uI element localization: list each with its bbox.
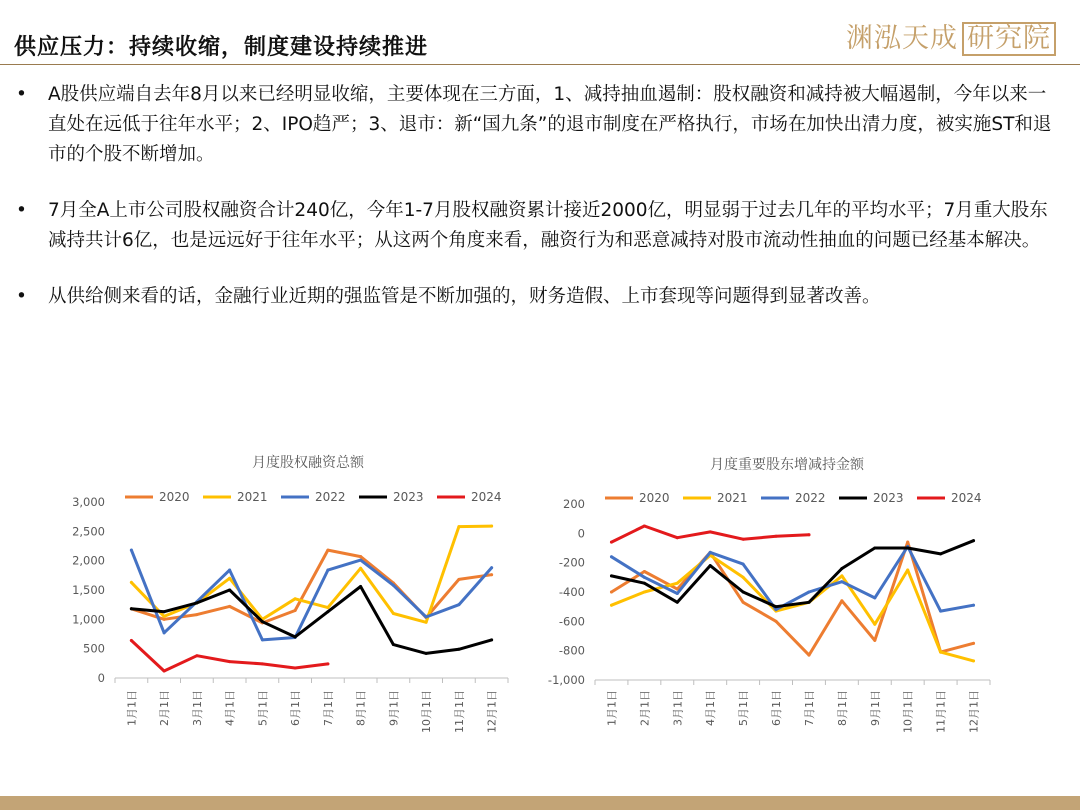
data-point-2020 <box>163 618 166 621</box>
data-point-2020 <box>228 605 231 608</box>
legend-label-2022: 2022 <box>315 490 346 504</box>
data-point-2020 <box>840 599 843 602</box>
y-tick-label: 1,500 <box>72 583 105 597</box>
data-point-2020 <box>457 578 460 581</box>
data-point-2024 <box>610 541 613 544</box>
y-tick-label: 0 <box>577 526 585 541</box>
data-point-2022 <box>742 563 745 566</box>
data-point-2021 <box>676 582 679 585</box>
x-tick-label: 8月1日 <box>835 690 849 726</box>
data-point-2021 <box>163 615 166 618</box>
data-point-2020 <box>195 613 198 616</box>
data-point-2024 <box>709 530 712 533</box>
data-point-2020 <box>359 555 362 558</box>
data-point-2020 <box>490 573 493 576</box>
legend-label-2023: 2023 <box>393 490 424 504</box>
data-point-2024 <box>195 654 198 657</box>
y-tick-label: -800 <box>558 643 585 658</box>
data-point-2023 <box>490 638 493 641</box>
data-point-2024 <box>163 669 166 672</box>
data-point-2022 <box>873 596 876 599</box>
data-point-2022 <box>163 631 166 634</box>
company-logo <box>846 14 1058 54</box>
y-tick-label: 0 <box>97 671 105 685</box>
series-line-2022 <box>131 550 491 640</box>
data-point-2022 <box>130 549 133 552</box>
data-point-2022 <box>326 569 329 572</box>
data-point-2022 <box>610 555 613 558</box>
data-point-2021 <box>873 623 876 626</box>
x-tick-label: 1月1日 <box>125 690 139 726</box>
data-point-2023 <box>228 589 231 592</box>
series-line-2024 <box>612 526 810 542</box>
shareholder-reduction-chart <box>530 442 1000 760</box>
y-tick-label: 500 <box>83 641 105 656</box>
logo-boxed-text: 研究院 <box>962 22 1056 56</box>
x-tick-label: 9月1日 <box>387 690 401 726</box>
logo-text <box>846 16 1056 56</box>
data-point-2020 <box>906 541 909 544</box>
y-tick-label: -1,000 <box>547 673 585 687</box>
x-tick-label: 3月1日 <box>190 690 204 726</box>
data-point-2023 <box>709 564 712 567</box>
data-point-2023 <box>873 547 876 550</box>
data-point-2020 <box>326 549 329 552</box>
y-tick-label: -400 <box>558 585 585 599</box>
logo-name: 渊泓天成 <box>846 23 958 54</box>
data-point-2022 <box>228 569 231 572</box>
data-point-2022 <box>939 610 942 613</box>
data-point-2023 <box>972 539 975 542</box>
chart-title: 月度重要股东增减持金额 <box>710 457 864 473</box>
data-point-2021 <box>742 576 745 579</box>
x-tick-label: 8月1日 <box>354 690 368 726</box>
data-point-2023 <box>457 648 460 651</box>
series-line-2024 <box>131 641 328 672</box>
y-tick-label: -200 <box>558 555 585 570</box>
data-point-2023 <box>610 574 613 577</box>
bullet-list <box>14 80 1054 338</box>
legend-label-2020: 2020 <box>159 490 190 504</box>
data-point-2023 <box>840 567 843 570</box>
y-tick-label: -600 <box>558 614 585 629</box>
data-point-2022 <box>392 584 395 587</box>
legend-label-2021: 2021 <box>237 490 268 504</box>
data-point-2024 <box>742 538 745 541</box>
bullet-item: • A股供应端自去年8月以来已经明显收缩，主要体现在三方面，1、减持抽血遏制：股权融资和减持被大幅遏制，今年以来一直处在远低于往年水平；2、IPO趋严；3、退市：新“国九条”的退市制度在严格执行，市场在加快出清力度，被实施ST和退市的个股不断增加。 <box>14 80 1054 170</box>
x-tick-label: 7月1日 <box>802 690 816 726</box>
data-point-2021 <box>610 604 613 607</box>
data-point-2021 <box>939 651 942 654</box>
data-point-2020 <box>807 654 810 657</box>
data-point-2024 <box>676 536 679 539</box>
data-point-2024 <box>775 535 778 538</box>
x-tick-label: 7月1日 <box>321 690 335 726</box>
chart-title: 月度股权融资总额 <box>252 455 364 471</box>
footer-bar <box>0 796 1080 810</box>
x-tick-label: 2月1日 <box>158 690 172 726</box>
data-point-2020 <box>643 570 646 573</box>
data-point-2020 <box>775 620 778 623</box>
data-point-2022 <box>359 559 362 562</box>
title-divider <box>0 64 1080 65</box>
data-point-2022 <box>425 615 428 618</box>
y-tick-label: 2,000 <box>72 553 105 568</box>
data-point-2021 <box>906 569 909 572</box>
data-point-2023 <box>326 610 329 613</box>
data-point-2022 <box>457 603 460 606</box>
data-point-2024 <box>326 662 329 665</box>
data-point-2022 <box>709 551 712 554</box>
data-point-2022 <box>261 638 264 641</box>
data-point-2021 <box>972 659 975 662</box>
data-point-2024 <box>130 639 133 642</box>
data-point-2021 <box>359 567 362 570</box>
legend-label-2023: 2023 <box>873 491 904 505</box>
legend-label-2021: 2021 <box>717 491 748 505</box>
x-tick-label: 5月1日 <box>256 690 270 726</box>
data-point-2023 <box>392 643 395 646</box>
data-point-2022 <box>676 592 679 595</box>
data-point-2020 <box>873 639 876 642</box>
data-point-2021 <box>490 525 493 528</box>
data-point-2021 <box>326 606 329 609</box>
x-tick-label: 12月1日 <box>967 690 981 733</box>
data-point-2023 <box>294 635 297 638</box>
data-point-2024 <box>294 667 297 670</box>
legend-label-2020: 2020 <box>639 491 670 505</box>
x-tick-label: 4月1日 <box>704 690 718 726</box>
data-point-2022 <box>840 580 843 583</box>
x-tick-label: 12月1日 <box>485 690 499 733</box>
y-tick-label: 1,000 <box>72 612 105 627</box>
x-tick-label: 10月1日 <box>420 690 434 733</box>
bullet-item: • 从供给侧来看的话，金融行业近期的强监管是不断加强的，财务造假、上市套现等问题得到显著改善。 <box>14 282 1054 312</box>
x-tick-label: 9月1日 <box>868 690 882 726</box>
data-point-2021 <box>425 621 428 624</box>
data-point-2021 <box>643 591 646 594</box>
data-point-2023 <box>163 610 166 613</box>
data-point-2023 <box>775 605 778 608</box>
data-point-2024 <box>643 525 646 528</box>
data-point-2023 <box>742 591 745 594</box>
data-point-2021 <box>840 574 843 577</box>
y-tick-label: 3,000 <box>72 495 105 509</box>
x-tick-label: 2月1日 <box>638 690 652 726</box>
slide-title: 供应压力：持续收缩，制度建设持续推进 <box>14 35 429 60</box>
data-point-2023 <box>359 585 362 588</box>
data-point-2021 <box>457 525 460 528</box>
x-tick-label: 3月1日 <box>671 690 685 726</box>
x-tick-label: 11月1日 <box>934 690 948 733</box>
data-point-2022 <box>643 576 646 579</box>
x-tick-label: 5月1日 <box>737 690 751 726</box>
data-point-2024 <box>807 533 810 536</box>
data-point-2020 <box>972 642 975 645</box>
y-tick-label: 2,500 <box>72 524 105 539</box>
data-point-2022 <box>972 604 975 607</box>
data-point-2021 <box>392 612 395 615</box>
legend-label-2024: 2024 <box>471 490 502 504</box>
series-line-2023 <box>131 587 491 654</box>
bullet-item: • 7月全A上市公司股权融资合计240亿，今年1-7月股权融资累计接近2000亿，明显弱于过去几年的平均水平；7月重大股东减持共计6亿，也是远远好于往年水平；从这两个角度来看，融资行为和恶意减持对股市流动性抽血的问题已经基本解决。 <box>14 196 1054 256</box>
data-point-2023 <box>261 620 264 623</box>
data-point-2022 <box>490 566 493 569</box>
data-point-2020 <box>294 609 297 612</box>
legend-label-2022: 2022 <box>795 491 826 505</box>
data-point-2023 <box>130 607 133 610</box>
data-point-2024 <box>261 662 264 665</box>
y-tick-label: 200 <box>563 497 585 511</box>
data-point-2023 <box>939 552 942 555</box>
series-line-2021 <box>131 526 491 622</box>
x-tick-label: 10月1日 <box>901 690 915 733</box>
x-tick-label: 4月1日 <box>223 690 237 726</box>
data-point-2021 <box>130 581 133 584</box>
legend-label-2024: 2024 <box>951 491 982 505</box>
data-point-2023 <box>906 547 909 550</box>
data-point-2024 <box>228 660 231 663</box>
data-point-2020 <box>610 591 613 594</box>
data-point-2022 <box>807 591 810 594</box>
equity-financing-chart <box>50 442 525 760</box>
x-tick-label: 1月1日 <box>605 690 619 726</box>
data-point-2021 <box>294 597 297 600</box>
data-point-2023 <box>195 601 198 604</box>
data-point-2023 <box>807 601 810 604</box>
data-point-2023 <box>676 601 679 604</box>
data-point-2020 <box>742 601 745 604</box>
data-point-2023 <box>425 652 428 655</box>
data-point-2021 <box>228 577 231 580</box>
data-point-2022 <box>775 608 778 611</box>
x-tick-label: 6月1日 <box>289 690 303 726</box>
x-tick-label: 11月1日 <box>452 690 466 733</box>
data-point-2023 <box>643 582 646 585</box>
x-tick-label: 6月1日 <box>770 690 784 726</box>
